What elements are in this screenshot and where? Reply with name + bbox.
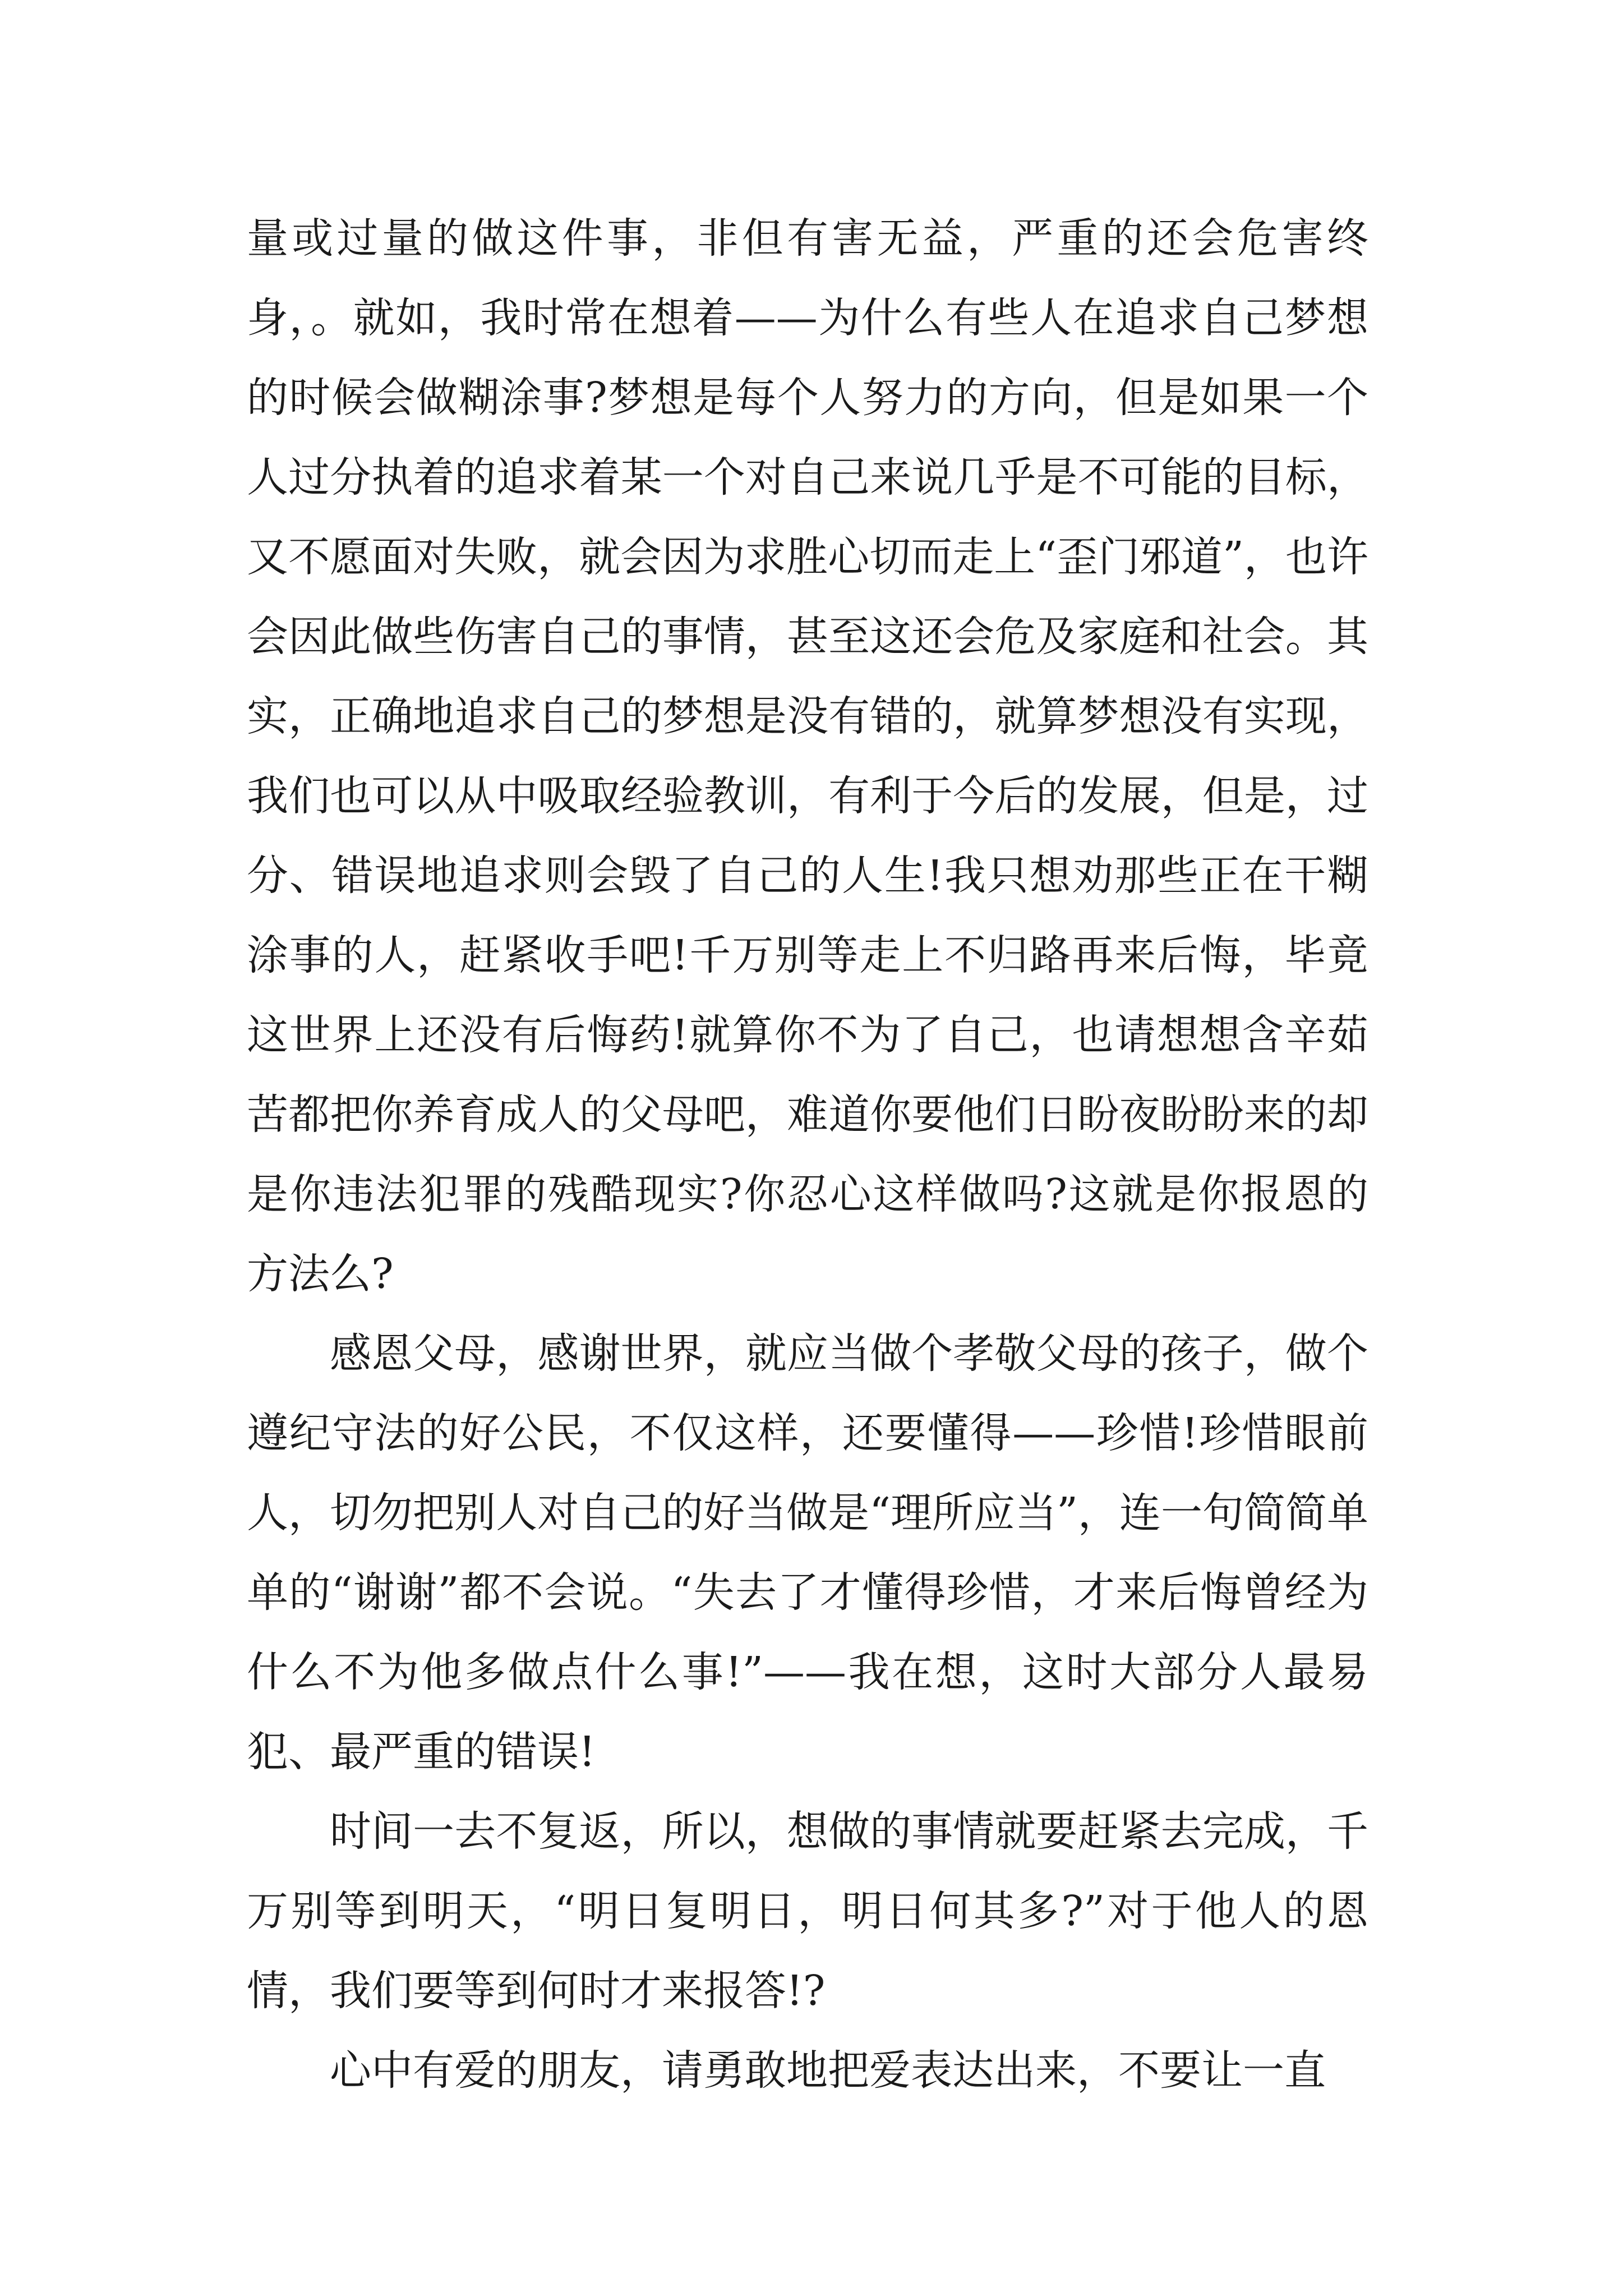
- paragraph-3: 时间一去不复返，所以，想做的事情就要赶紧去完成，千万别等到明天，“明日复明日，明日何其多?”对于他人的恩情，我们要等到何时才来报答!?: [247, 1807, 1368, 2015]
- paragraph-4: 心中有爱的朋友，请勇敢地把爱表达出来，不要让一直: [330, 2046, 1326, 2095]
- paragraph-1: 量或过量的做这件事，非但有害无益，严重的还会危害终身，。就如，我时常在想着——为什么有些人在追求自己梦想的时候会做糊涂事?梦想是每个人努力的方向，但是如果一个人过分执着的追求着某一个对自己来说几乎是不可能的目标，又不愿面对失败，就会因为求胜心切而走上“歪门邪道”，也许会因此做些伤害自己的事情，甚至这还会危及家庭和社会。其实，正确地追求自己的梦想是没有错的，就算梦想没有实现，我们也可以从中吸取经验教训，有利于今后的发展，但是，过分、错误地追求则会毁了自己的人生!我只想劝那些正在干糊涂事的人，赶紧收手吧!千万别等走上不归路再来后悔，毕竟这世界上还没有后悔药!就算你不为了自己，也请想想含辛茹苦都把你养育成人的父母吧，难道你要他们日盼夜盼盼来的却是你违法犯罪的残酷现实?你忍心这样做吗?这就是你报恩的方法么?: [247, 214, 1368, 1298]
- body-text: [247, 199, 1368, 2110]
- paragraph-2: 感恩父母，感谢世界，就应当做个孝敬父母的孩子，做个遵纪守法的好公民，不仅这样，还要懂得——珍惜!珍惜眼前人，切勿把别人对自己的好当做是“理所应当”，连一句简简单单的“谢谢”都不会说。“失去了才懂得珍惜，才来后悔曾经为什么不为他多做点什么事!”——我在想，这时大部分人最易犯、最严重的错误!: [247, 1329, 1368, 1776]
